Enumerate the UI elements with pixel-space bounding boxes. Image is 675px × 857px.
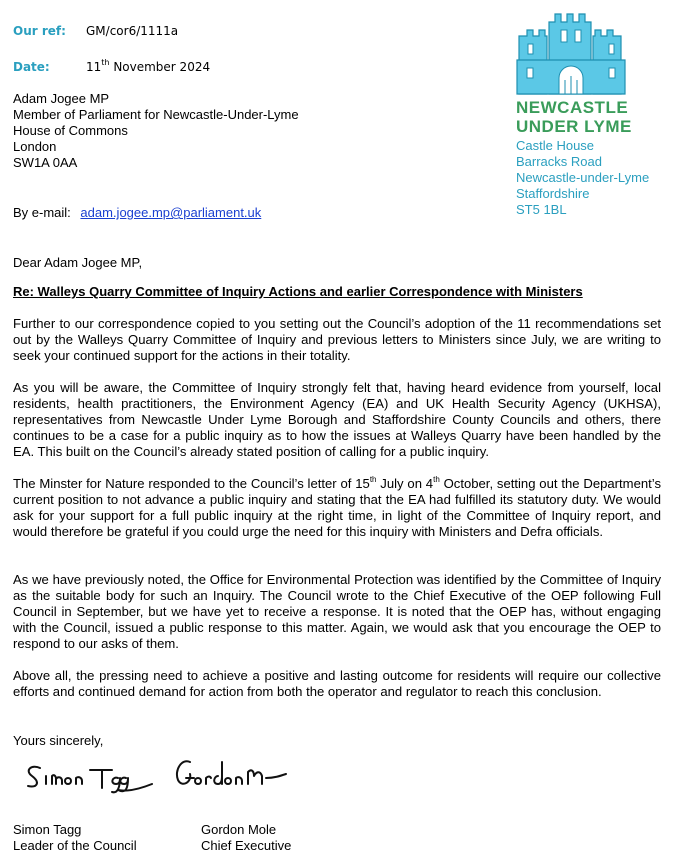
recipient-line: House of Commons xyxy=(13,123,128,138)
brand-line: UNDER LYME xyxy=(516,117,632,136)
paragraph-1: Further to our correspondence copied to you setting out the Council’s adoption of the 11 recommendations set out by the Walleys Quarry Committee of Inquiry and previous letters to Ministers since July, we are writing to seek your continued support for the actions in their totality. xyxy=(13,316,661,363)
recipient-address xyxy=(13,91,299,171)
our-ref-value: GM/cor6/1111a xyxy=(86,24,179,38)
signatory-title: Leader of the Council xyxy=(13,838,137,853)
council-address-line: ST5 1BL xyxy=(516,202,567,217)
email-row xyxy=(13,205,261,221)
castle-logo-icon xyxy=(515,10,627,96)
council-address-line: Barracks Road xyxy=(516,154,602,169)
signatory-title: Chief Executive xyxy=(201,838,292,853)
paragraph-3: The Minster for Nature responded to the Council’s letter of 15th July on 4th October, setting out the Department’s current position to not advance a public inquiry and stating that the EA had fulfilled its statutory duty. We would ask for your support for a full public inquiry at the right time, in light of the Committee of Inquiry report, and would therefore be grateful if you could urge the need for this inquiry with Ministers and Defra officials. xyxy=(13,474,661,539)
recipient-line: SW1A 0AA xyxy=(13,155,78,170)
brand-line: NEWCASTLE xyxy=(516,98,629,117)
recipient-line: Member of Parliament for Newcastle-Under-Lyme xyxy=(13,107,299,122)
paragraph-5: Above all, the pressing need to achieve a positive and lasting outcome for residents will require our collective efforts and continued demand for action from both the operator and regulator to reach this conclusion. xyxy=(13,668,661,699)
signatory-left xyxy=(13,822,137,854)
paragraph-2: As you will be aware, the Committee of Inquiry strongly felt that, having heard evidence from yourself, local residents, health practitioners, the Environment Agency (EA) and UK Health Security Agency (UKHSA), representatives from Newcastle Under Lyme Borough and Staffordshire County Councils and others, there continues to be a case for a public inquiry as to how the issues at Walleys Quarry have been handled by the EA. This built on the Council’s already stated position of calling for a public inquiry. xyxy=(13,380,661,459)
date-label: Date: xyxy=(13,60,50,74)
recipient-line: Adam Jogee MP xyxy=(13,91,110,106)
signatory-right xyxy=(201,822,291,854)
council-address-line: Staffordshire xyxy=(516,186,590,201)
signatory-name: Simon Tagg xyxy=(13,822,82,837)
signatory-name: Gordon Mole xyxy=(201,822,277,837)
recipient-line: London xyxy=(13,139,57,154)
council-address-line: Castle House xyxy=(516,138,595,153)
closing: Yours sincerely, xyxy=(13,733,104,748)
paragraph-4: As we have previously noted, the Office for Environmental Protection was identified by the Committee of Inquiry as the suitable body for such an Inquiry. The Council wrote to the Chief Executive of the OEP following Full Council in September, but we have yet to receive a response. It is noted that the OEP has, without engaging with the Council, issued a public response to this matter. Again, we would ask that you encourage the OEP to respond to our asks of them. xyxy=(13,572,661,651)
council-brand xyxy=(516,98,632,136)
salutation: Dear Adam Jogee MP, xyxy=(13,255,143,270)
subject-line: Re: Walleys Quarry Committee of Inquiry Actions and earlier Correspondence with Ministers xyxy=(13,284,583,299)
email-link[interactable]: adam.jogee.mp@parliament.uk xyxy=(80,205,262,220)
our-ref-label: Our ref: xyxy=(13,24,66,38)
email-label: By e-mail: xyxy=(13,205,71,220)
date-value: 11th November 2024 xyxy=(86,58,211,74)
signature-image xyxy=(22,748,302,808)
council-address-line: Newcastle-under-Lyme xyxy=(516,170,650,185)
council-address xyxy=(516,138,649,218)
